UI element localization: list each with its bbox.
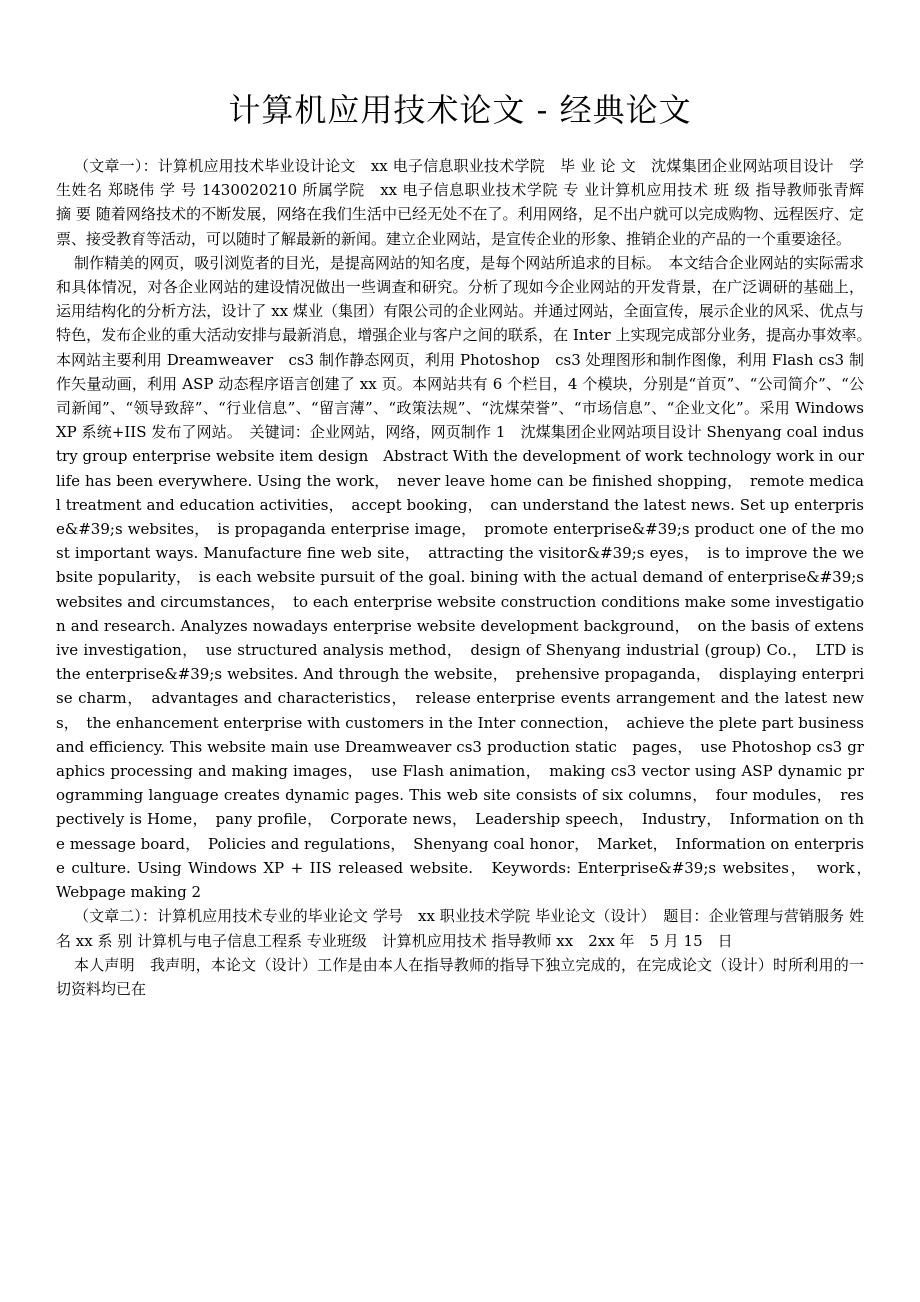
body-paragraph-2: 制作精美的网页，吸引浏览者的目光，是提高网站的知名度，是每个网站所追求的目标。 本文结合企业网站的实际需求和具体情况，对各企业网站的建设情况做出一些调查和研究。分析了现如今企业网站的开发背景，在广泛调研的基础上，运用结构化的分析方法，设计了 xx 煤业（集团）有限公司的企业网站。并通过网站，全面宣传，展示企业的风采、优点与特色，发布企业的重大活动安排与最新消息，增强企业与客户之间的联系，在 Inter 上实现完成部分业务，提高办事效率。 本网站主要利用 Dreamweaver cs3 制作静态网页，利用 Photoshop cs3 处理图形和制作图像，利用 Flash cs3 制作矢量动画，利用 ASP 动态程序语言创建了 xx 页。本网站共有 6 个栏目，4 个模块，分别是“首页”、“公司简介”、“公司新闻”、“领导致辞”、“行业信息”、“留言薄”、“政策法规”、“沈煤荣誉”、“市场信息”、“企业文化”。采用 Windows XP 系统+IIS 发布了网站。 关键词：企业网站，网络，网页制作 1 沈煤集团企业网站项目设计 Shenyang coal industry group enterprise website item design Abstract With the development of work technology work in our life has been everywhere. Using the work， never leave home can be finished shopping， remote medical treatment and education activities， accept booking， can understand the latest news. Set up enterprise&#39;s websites， is propaganda enterprise image， promote enterprise&#39;s product one of the most important ways. Manufacture fine web site， attracting the visitor&#39;s eyes， is to improve the website popularity， is each website pursuit of the goal. bining with the actual demand of enterprise&#39;s websites and circumstances， to each enterprise website construction conditions make some investigation and research. Analyzes nowadays enterprise website development background， on the basis of extensive investigation， use structured analysis method， design of Shenyang industrial (group) Co.， LTD is the enterprise&#39;s websites. And through the website， prehensive propaganda， displaying enterprise charm， advantages and characteristics， release enterprise events arrangement and the latest news， the enhancement enterprise with customers in the Inter connection， achieve the plete part business and efficiency. This website main use Dreamweaver cs3 production static pages， use Photoshop cs3 graphics processing and making images， use Flash animation， making cs3 vector using ASP dynamic programming language creates dynamic pages. This web site consists of six columns， four modules， respectively is Home， pany profile， Corporate news， Leadership speech， Industry， Information on the message board， Policies and regulations， Shenyang coal honor， Market， Information on enterprise culture. Using Windows XP + IIS released website. Keywords: Enterprise&#39;s websites， work， Webpage making 2 (56, 253, 880, 902)
document-title: 计算机应用技术论文 - 经典论文 (228, 91, 692, 129)
body-paragraph-3: （文章二）：计算机应用技术专业的毕业论文 学号 xx 职业技术学院 毕业论文（设计） 题目：企业管理与营销服务 姓 名 xx 系 别 计算机与电子信息工程系 专业班级 计算机应用技术 指导教师 xx 2xx 年 5 月 15 日 (56, 907, 864, 950)
body-paragraph-4: 本人声明 我声明，本论文（设计）工作是由本人在指导教师的指导下独立完成的，在完成论文（设计）时所利用的一切资料均已在 (56, 955, 864, 998)
body-paragraph-1: （文章一）：计算机应用技术毕业设计论文 xx 电子信息职业技术学院 毕 业 论 文 沈煤集团企业网站项目设计 学生姓名 郑晓伟 学 号 1430020210 所属学院 xx 电子信息职业技术学院 专 业计算机应用技术 班 级 指导教师张青辉 摘 要 随着网络技术的不断发展，网络在我们生活中已经无处不在了。利用网络，足不出户就可以完成购物、远程医疗、定票、接受教育等活动，可以随时了解最新的新闻。建立企业网站，是宣传企业的形象、推销企业的产品的一个重要途径。 (56, 157, 880, 248)
